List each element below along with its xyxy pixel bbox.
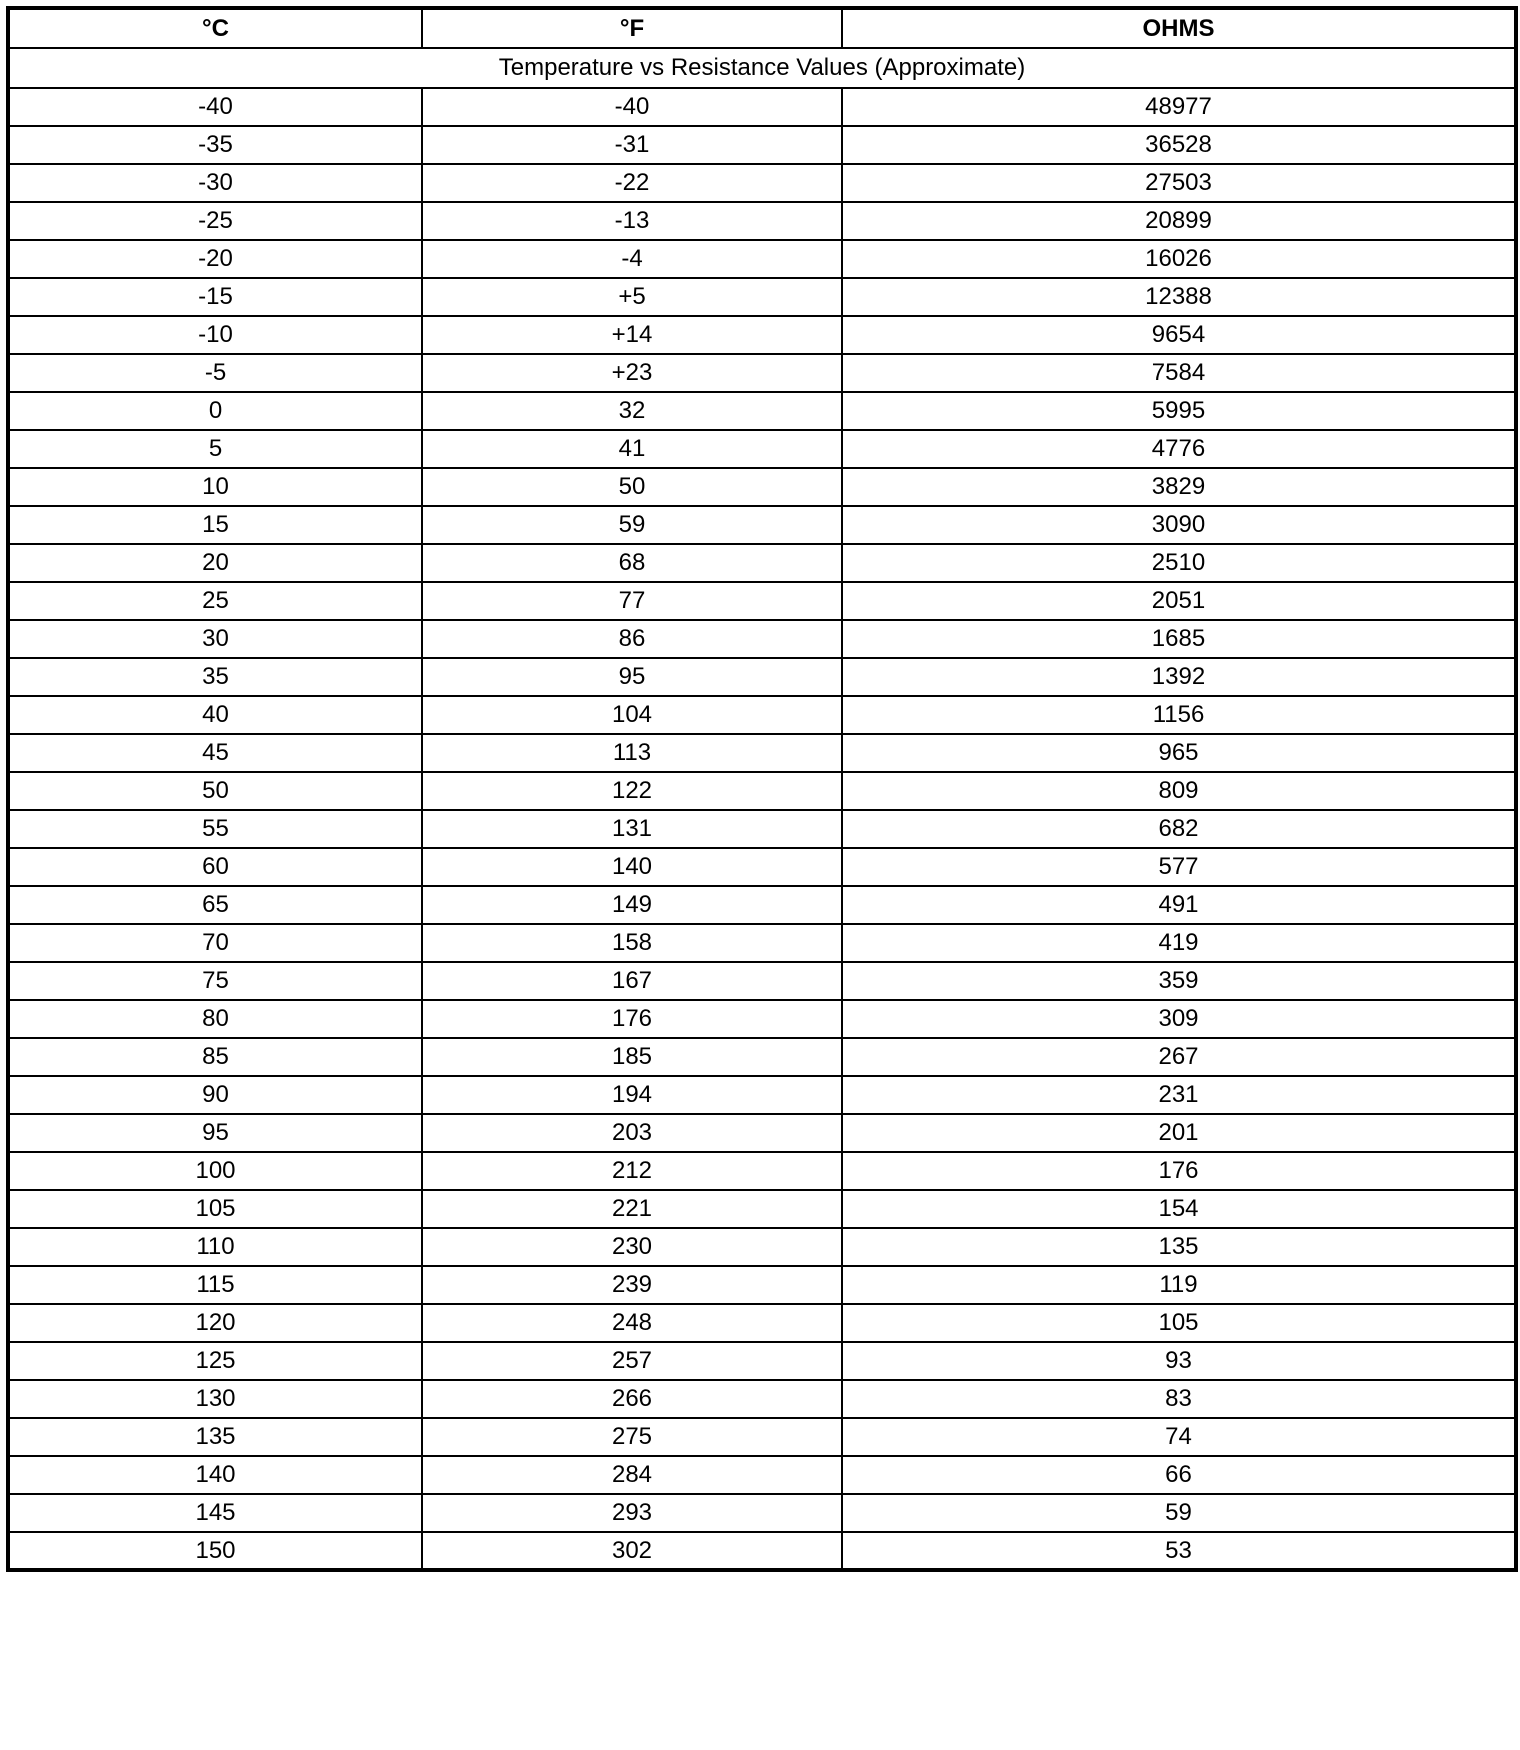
fahrenheit-cell: 68 bbox=[422, 544, 842, 582]
table-row bbox=[8, 278, 1516, 316]
fahrenheit-cell: 131 bbox=[422, 810, 842, 848]
table-row bbox=[8, 88, 1516, 126]
ohms-cell: 154 bbox=[842, 1190, 1516, 1228]
fahrenheit-cell: 50 bbox=[422, 468, 842, 506]
celsius-cell: 15 bbox=[8, 506, 422, 544]
fahrenheit-cell: -13 bbox=[422, 202, 842, 240]
fahrenheit-cell: 266 bbox=[422, 1380, 842, 1418]
celsius-cell: 135 bbox=[8, 1418, 422, 1456]
header-celsius: °C bbox=[8, 8, 422, 48]
table-row bbox=[8, 1076, 1516, 1114]
ohms-cell: 1392 bbox=[842, 658, 1516, 696]
celsius-cell: 75 bbox=[8, 962, 422, 1000]
celsius-cell: 115 bbox=[8, 1266, 422, 1304]
temperature-resistance-table bbox=[6, 6, 1518, 1572]
ohms-cell: 93 bbox=[842, 1342, 1516, 1380]
table-row bbox=[8, 886, 1516, 924]
ohms-cell: 12388 bbox=[842, 278, 1516, 316]
fahrenheit-cell: 203 bbox=[422, 1114, 842, 1152]
celsius-cell: 65 bbox=[8, 886, 422, 924]
fahrenheit-cell: 230 bbox=[422, 1228, 842, 1266]
celsius-cell: 95 bbox=[8, 1114, 422, 1152]
fahrenheit-cell: 275 bbox=[422, 1418, 842, 1456]
fahrenheit-cell: 104 bbox=[422, 696, 842, 734]
table-row bbox=[8, 468, 1516, 506]
celsius-cell: -20 bbox=[8, 240, 422, 278]
table-row bbox=[8, 696, 1516, 734]
celsius-cell: 110 bbox=[8, 1228, 422, 1266]
table-row bbox=[8, 1228, 1516, 1266]
ohms-cell: 74 bbox=[842, 1418, 1516, 1456]
fahrenheit-cell: 221 bbox=[422, 1190, 842, 1228]
ohms-cell: 1685 bbox=[842, 620, 1516, 658]
ohms-cell: 48977 bbox=[842, 88, 1516, 126]
ohms-cell: 59 bbox=[842, 1494, 1516, 1532]
celsius-cell: -5 bbox=[8, 354, 422, 392]
celsius-cell: -30 bbox=[8, 164, 422, 202]
celsius-cell: 5 bbox=[8, 430, 422, 468]
table-row bbox=[8, 392, 1516, 430]
table-header bbox=[8, 8, 1516, 48]
table-row bbox=[8, 164, 1516, 202]
ohms-cell: 359 bbox=[842, 962, 1516, 1000]
ohms-cell: 176 bbox=[842, 1152, 1516, 1190]
celsius-cell: 0 bbox=[8, 392, 422, 430]
table-row bbox=[8, 126, 1516, 164]
table-row bbox=[8, 202, 1516, 240]
celsius-cell: 145 bbox=[8, 1494, 422, 1532]
fahrenheit-cell: 140 bbox=[422, 848, 842, 886]
fahrenheit-cell: 86 bbox=[422, 620, 842, 658]
table-row bbox=[8, 1494, 1516, 1532]
fahrenheit-cell: -31 bbox=[422, 126, 842, 164]
table-row bbox=[8, 1152, 1516, 1190]
celsius-cell: 25 bbox=[8, 582, 422, 620]
celsius-cell: 150 bbox=[8, 1532, 422, 1570]
table-caption: Temperature vs Resistance Values (Approximate) bbox=[8, 48, 1516, 88]
table-row bbox=[8, 354, 1516, 392]
celsius-cell: 35 bbox=[8, 658, 422, 696]
ohms-cell: 119 bbox=[842, 1266, 1516, 1304]
table-row bbox=[8, 1532, 1516, 1570]
ohms-cell: 491 bbox=[842, 886, 1516, 924]
celsius-cell: -40 bbox=[8, 88, 422, 126]
celsius-cell: -15 bbox=[8, 278, 422, 316]
ohms-cell: 9654 bbox=[842, 316, 1516, 354]
fahrenheit-cell: +14 bbox=[422, 316, 842, 354]
fahrenheit-cell: 302 bbox=[422, 1532, 842, 1570]
celsius-cell: 70 bbox=[8, 924, 422, 962]
celsius-cell: 80 bbox=[8, 1000, 422, 1038]
table-row bbox=[8, 1418, 1516, 1456]
ohms-cell: 201 bbox=[842, 1114, 1516, 1152]
header-ohms: OHMS bbox=[842, 8, 1516, 48]
fahrenheit-cell: 239 bbox=[422, 1266, 842, 1304]
table-row bbox=[8, 582, 1516, 620]
table-row bbox=[8, 430, 1516, 468]
celsius-cell: 60 bbox=[8, 848, 422, 886]
ohms-cell: 53 bbox=[842, 1532, 1516, 1570]
celsius-cell: 125 bbox=[8, 1342, 422, 1380]
ohms-cell: 7584 bbox=[842, 354, 1516, 392]
celsius-cell: 105 bbox=[8, 1190, 422, 1228]
celsius-cell: 45 bbox=[8, 734, 422, 772]
fahrenheit-cell: 41 bbox=[422, 430, 842, 468]
ohms-cell: 3829 bbox=[842, 468, 1516, 506]
fahrenheit-cell: +5 bbox=[422, 278, 842, 316]
table-row bbox=[8, 240, 1516, 278]
ohms-cell: 83 bbox=[842, 1380, 1516, 1418]
ohms-cell: 36528 bbox=[842, 126, 1516, 164]
ohms-cell: 2051 bbox=[842, 582, 1516, 620]
fahrenheit-cell: -4 bbox=[422, 240, 842, 278]
ohms-cell: 577 bbox=[842, 848, 1516, 886]
table-row bbox=[8, 658, 1516, 696]
fahrenheit-cell: 176 bbox=[422, 1000, 842, 1038]
table-row bbox=[8, 1456, 1516, 1494]
table-row bbox=[8, 1304, 1516, 1342]
table-body bbox=[8, 48, 1516, 1570]
ohms-cell: 27503 bbox=[842, 164, 1516, 202]
celsius-cell: -35 bbox=[8, 126, 422, 164]
fahrenheit-cell: 257 bbox=[422, 1342, 842, 1380]
ohms-cell: 4776 bbox=[842, 430, 1516, 468]
ohms-cell: 267 bbox=[842, 1038, 1516, 1076]
fahrenheit-cell: 284 bbox=[422, 1456, 842, 1494]
caption-row bbox=[8, 48, 1516, 88]
table-row bbox=[8, 924, 1516, 962]
ohms-cell: 682 bbox=[842, 810, 1516, 848]
table-row bbox=[8, 810, 1516, 848]
celsius-cell: 30 bbox=[8, 620, 422, 658]
table-row bbox=[8, 848, 1516, 886]
ohms-cell: 809 bbox=[842, 772, 1516, 810]
fahrenheit-cell: 248 bbox=[422, 1304, 842, 1342]
celsius-cell: 120 bbox=[8, 1304, 422, 1342]
table-row bbox=[8, 620, 1516, 658]
table-row bbox=[8, 1000, 1516, 1038]
ohms-cell: 419 bbox=[842, 924, 1516, 962]
table-row bbox=[8, 1266, 1516, 1304]
ohms-cell: 1156 bbox=[842, 696, 1516, 734]
ohms-cell: 2510 bbox=[842, 544, 1516, 582]
fahrenheit-cell: 293 bbox=[422, 1494, 842, 1532]
fahrenheit-cell: 194 bbox=[422, 1076, 842, 1114]
header-row bbox=[8, 8, 1516, 48]
ohms-cell: 66 bbox=[842, 1456, 1516, 1494]
fahrenheit-cell: 167 bbox=[422, 962, 842, 1000]
fahrenheit-cell: 77 bbox=[422, 582, 842, 620]
celsius-cell: 85 bbox=[8, 1038, 422, 1076]
fahrenheit-cell: 113 bbox=[422, 734, 842, 772]
ohms-cell: 16026 bbox=[842, 240, 1516, 278]
fahrenheit-cell: 122 bbox=[422, 772, 842, 810]
celsius-cell: 20 bbox=[8, 544, 422, 582]
table-row bbox=[8, 1342, 1516, 1380]
table-row bbox=[8, 734, 1516, 772]
table-row bbox=[8, 1038, 1516, 1076]
fahrenheit-cell: 95 bbox=[422, 658, 842, 696]
celsius-cell: 40 bbox=[8, 696, 422, 734]
ohms-cell: 309 bbox=[842, 1000, 1516, 1038]
table-row bbox=[8, 1380, 1516, 1418]
celsius-cell: -25 bbox=[8, 202, 422, 240]
ohms-cell: 105 bbox=[842, 1304, 1516, 1342]
table-row bbox=[8, 506, 1516, 544]
fahrenheit-cell: 32 bbox=[422, 392, 842, 430]
fahrenheit-cell: -22 bbox=[422, 164, 842, 202]
header-fahrenheit: °F bbox=[422, 8, 842, 48]
fahrenheit-cell: 149 bbox=[422, 886, 842, 924]
celsius-cell: 130 bbox=[8, 1380, 422, 1418]
table-row bbox=[8, 772, 1516, 810]
table-row bbox=[8, 544, 1516, 582]
ohms-cell: 231 bbox=[842, 1076, 1516, 1114]
fahrenheit-cell: -40 bbox=[422, 88, 842, 126]
fahrenheit-cell: 59 bbox=[422, 506, 842, 544]
table-row bbox=[8, 316, 1516, 354]
celsius-cell: -10 bbox=[8, 316, 422, 354]
fahrenheit-cell: 212 bbox=[422, 1152, 842, 1190]
fahrenheit-cell: 185 bbox=[422, 1038, 842, 1076]
ohms-cell: 135 bbox=[842, 1228, 1516, 1266]
ohms-cell: 965 bbox=[842, 734, 1516, 772]
fahrenheit-cell: 158 bbox=[422, 924, 842, 962]
celsius-cell: 55 bbox=[8, 810, 422, 848]
table-row bbox=[8, 962, 1516, 1000]
table-row bbox=[8, 1114, 1516, 1152]
ohms-cell: 3090 bbox=[842, 506, 1516, 544]
ohms-cell: 20899 bbox=[842, 202, 1516, 240]
table-row bbox=[8, 1190, 1516, 1228]
celsius-cell: 90 bbox=[8, 1076, 422, 1114]
ohms-cell: 5995 bbox=[842, 392, 1516, 430]
celsius-cell: 140 bbox=[8, 1456, 422, 1494]
fahrenheit-cell: +23 bbox=[422, 354, 842, 392]
celsius-cell: 10 bbox=[8, 468, 422, 506]
celsius-cell: 50 bbox=[8, 772, 422, 810]
celsius-cell: 100 bbox=[8, 1152, 422, 1190]
